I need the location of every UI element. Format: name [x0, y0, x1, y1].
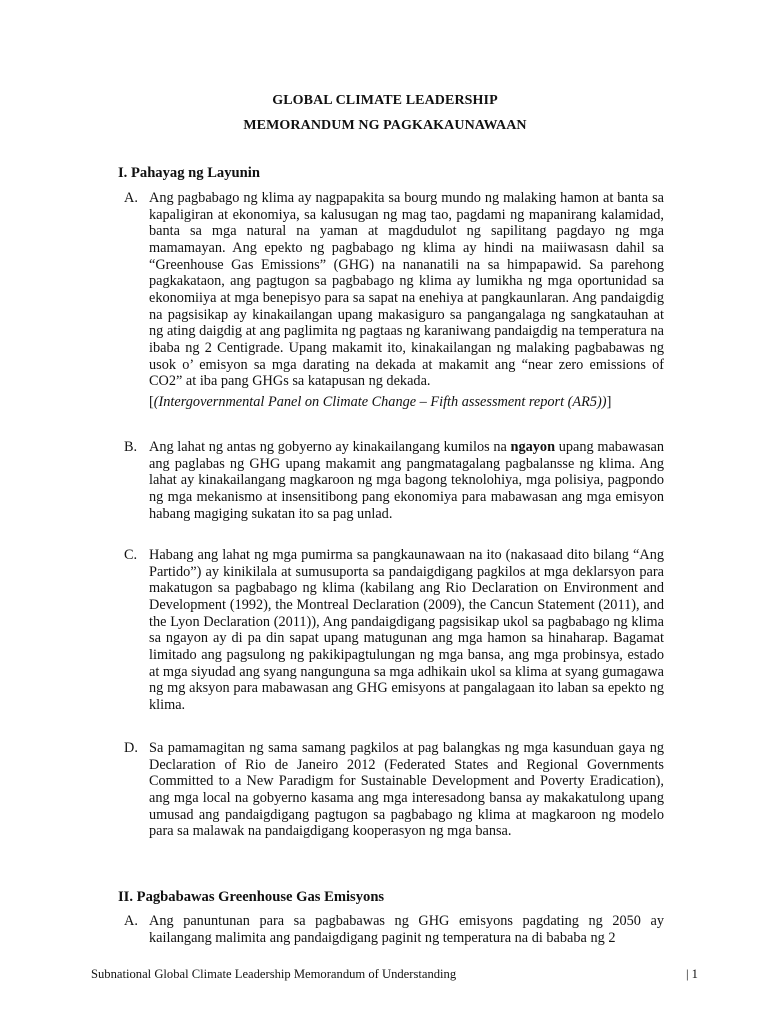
list-marker: A.: [124, 913, 138, 929]
paragraph-text: Ang pagbabago ng klima ay nagpapakita sa bourg mundo ng malaking hamon at banta sa kapaligiran at ekonomiya, sa kalusugan ng mag tao, pagdami ng mapanirang kalamidad, banta sa mga natural na yaman at magdudulot ng sapilitang pagdayo ng mga mamamayan. Ang epekto ng pagbabago ng klima ay hindi na maiiwasasn dahil sa “Greenhouse Gas Emissions” (GHG) na nananatili na sa himpapawid. Sa parehong pagkakataon, ang pagtugon sa pagbabago ng klima ay lumikha ng mga oportunidad sa ekonomiiya at mga benepisyo para sa sapat na enehiya at pangkaunlaran. Ang pandaigdig na pagsisikap ay kinakailangan upang makasiguro sa pangangalaga ng sangkatauhan at ng ating daigdig at ang paglimita ng pagtaas ng karaniwang pandaigdig na temperatura na ibaba ng 2 Centigrade. Upang makamit ito, kinakailangan ng malaking pagbabawas ng usok o’ emisyon sa mga darating na dekada at makamit ang “near zero emissions of CO2” at iba pang GHGs sa katapusan ng dekada.: [149, 190, 664, 390]
list-marker: B.: [124, 439, 138, 455]
citation-close: ]: [606, 393, 612, 410]
text-segment: Ang lahat ng antas ng gobyerno ay kinakailangang kumilos na: [149, 439, 511, 455]
list-item-1d: [124, 740, 664, 840]
list-item-1c: [124, 547, 664, 714]
section-heading-2: II. Pagbabawas Greenhouse Gas Emisyons: [118, 889, 385, 905]
citation: [149, 394, 664, 411]
citation-text: (Intergovernmental Panel on Climate Change – Fifth assessment report (AR5)): [153, 393, 607, 410]
paragraph-text: Habang ang lahat ng mga pumirma sa pangkaunawaan na ito (nakasaad dito bilang “Ang Partido”) ay kinikilala at sumusuporta sa pandaigdigang pagkilos at mga deklarsyon para makatugon sa pagbabago ng klima (kabilang ang Rio Declaration on Environment and Development (1992), the Montreal Declaration (2009), the Cancun Statement (2011), and the Lyon Declaration (2011)), Ang pandaigdigang pagsisikap ukol sa pagbabago ng klima sa ngayon ay di pa din sapat upang matugunan ang mga hamon sa hinaharap. Bagamat limitado ang pagsulong ng pakikipagtulungan ng mga bansa, ang mga probinsya, estado at mga siyudad ang syang nangunguna sa mga adhikain ukol sa klima at syang gumagawa ng mg aksyon para mabawasan ang GHG emisyons at pangalagaan ito laban sa epekto ng klima.: [149, 547, 664, 713]
list-item-1a: [124, 190, 664, 411]
list-item-1b: [124, 439, 664, 522]
document-subtitle: MEMORANDUM NG PAGKAKAUNAWAAN: [243, 118, 527, 133]
list-marker: C.: [124, 547, 138, 563]
text-segment: upang mabawasan ang paglabas ng GHG upang makamit ang pangmatagalang pagbalansse ng klima. Ang lahat ay kinakailangang magkaroon ng mga bagong teknolohiya, mga polisiya, pagpondo ng mga mekanismo at insensitibong pang ekonomiya para mabawasan ang mga emisyon habang magiging sukatan ito sa pag unlad.: [149, 439, 665, 522]
emphasis-text: ngayon: [510, 439, 556, 455]
document-title: GLOBAL CLIMATE LEADERSHIP: [272, 93, 498, 108]
paragraph-text: Ang panuntunan para sa pagbabawas ng GHG emisyons pagdating ng 2050 ay kailangang malimita ang pandaigdigang paginit ng temperatura na di bababa ng 2: [149, 913, 664, 946]
section-heading-1: I. Pahayag ng Layunin: [118, 165, 260, 181]
list-item-2a: [124, 913, 664, 946]
page-number: | 1: [686, 967, 698, 981]
list-marker: D.: [124, 740, 138, 756]
paragraph-text: Sa pamamagitan ng sama samang pagkilos at pag balangkas ng mga kasunduan gaya ng Declaration of Rio de Janeiro 2012 (Federated States and Regional Governments Committed to a New Paradigm for Sustainable Development and Poverty Eradication), ang mga local na gobyerno kasama ang mga interesadong bansa ay makakatulong upang umusad ang pandaigdigang pagtugon sa pagbabago ng klima at magkaroon ng modelo para sa malawak na pandaigdigang kooperasyon ng mga bansa.: [149, 740, 664, 840]
footer-title: Subnational Global Climate Leadership Memorandum of Understanding: [91, 967, 457, 981]
paragraph-text: [149, 439, 664, 522]
list-marker: A.: [124, 190, 138, 206]
citation-open: [: [149, 393, 154, 410]
